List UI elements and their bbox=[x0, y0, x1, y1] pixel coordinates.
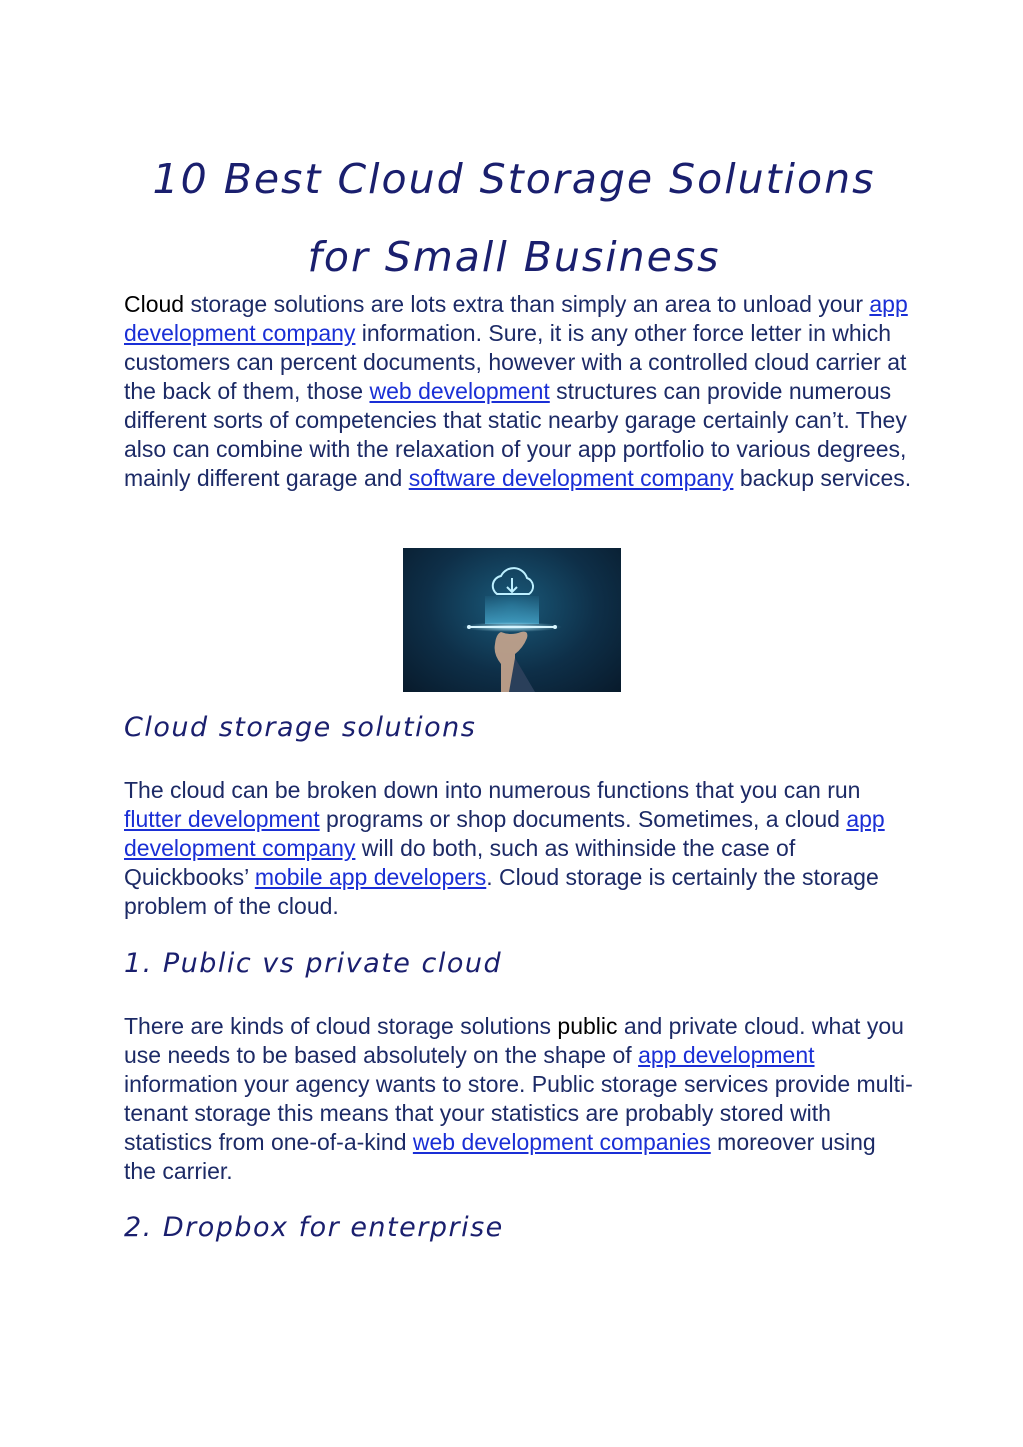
title-line-1: 10 Best Cloud Storage Solutions bbox=[152, 155, 876, 203]
s1-text-1: The cloud can be broken down into numerous functions that you can run bbox=[124, 777, 861, 803]
intro-text-1: storage solutions are lots extra than simply an area to unload your bbox=[184, 291, 870, 317]
document-title bbox=[124, 140, 904, 296]
app-development-company-link-2[interactable]: app development company bbox=[124, 806, 885, 861]
section-heading-cloud-storage: Cloud storage solutions bbox=[124, 712, 477, 743]
intro-text-2: information. Sure, it is any other force letter in which customers can percent documents, however with a controlled cloud carrier at the back of them, those bbox=[124, 320, 907, 404]
cloud-download-icon bbox=[403, 548, 621, 692]
section-heading-public-private: 1. Public vs private cloud bbox=[124, 948, 503, 979]
s2-public-word: public bbox=[557, 1013, 618, 1039]
s2-text-1: There are kinds of cloud storage solutions bbox=[124, 1013, 558, 1039]
cloud-storage-paragraph bbox=[124, 776, 914, 921]
intro-lead-word: Cloud bbox=[124, 291, 185, 317]
app-development-company-link[interactable]: app development company bbox=[124, 291, 908, 346]
s1-text-3: will do both, such as withinside the case of Quickbooks’ bbox=[124, 835, 796, 890]
cloud-hand-image bbox=[403, 548, 621, 692]
title-line-2: for Small Business bbox=[307, 233, 721, 281]
web-development-link[interactable]: web development bbox=[369, 378, 550, 404]
public-private-paragraph bbox=[124, 1012, 914, 1186]
intro-paragraph bbox=[124, 290, 914, 493]
s1-text-4: . Cloud storage is certainly the storage problem of the cloud. bbox=[124, 864, 879, 919]
mobile-app-developers-link[interactable]: mobile app developers bbox=[254, 864, 487, 890]
section-heading-dropbox: 2. Dropbox for enterprise bbox=[124, 1212, 504, 1243]
s2-text-3: information your agency wants to store. Public storage services provide multi-tenant storage this means that your statistics are probably stored with statistics from one-of-a-kind bbox=[124, 1071, 913, 1155]
s2-text-4: moreover using the carrier. bbox=[124, 1129, 876, 1184]
flutter-development-link[interactable]: flutter development bbox=[124, 806, 320, 832]
intro-text-4: backup services. bbox=[733, 465, 912, 491]
software-development-company-link[interactable]: software development company bbox=[408, 465, 734, 491]
app-development-link[interactable]: app development bbox=[638, 1042, 815, 1068]
web-development-companies-link[interactable]: web development companies bbox=[412, 1129, 711, 1155]
s2-text-2: and private cloud. what you use needs to be based absolutely on the shape of bbox=[124, 1013, 904, 1068]
s1-text-2: programs or shop documents. Sometimes, a cloud bbox=[319, 806, 847, 832]
intro-text-3: structures can provide numerous different sorts of competencies that static nearby garage certainly can’t. They also can combine with the relaxation of your app portfolio to various degrees, mainly different garage and bbox=[124, 378, 907, 491]
